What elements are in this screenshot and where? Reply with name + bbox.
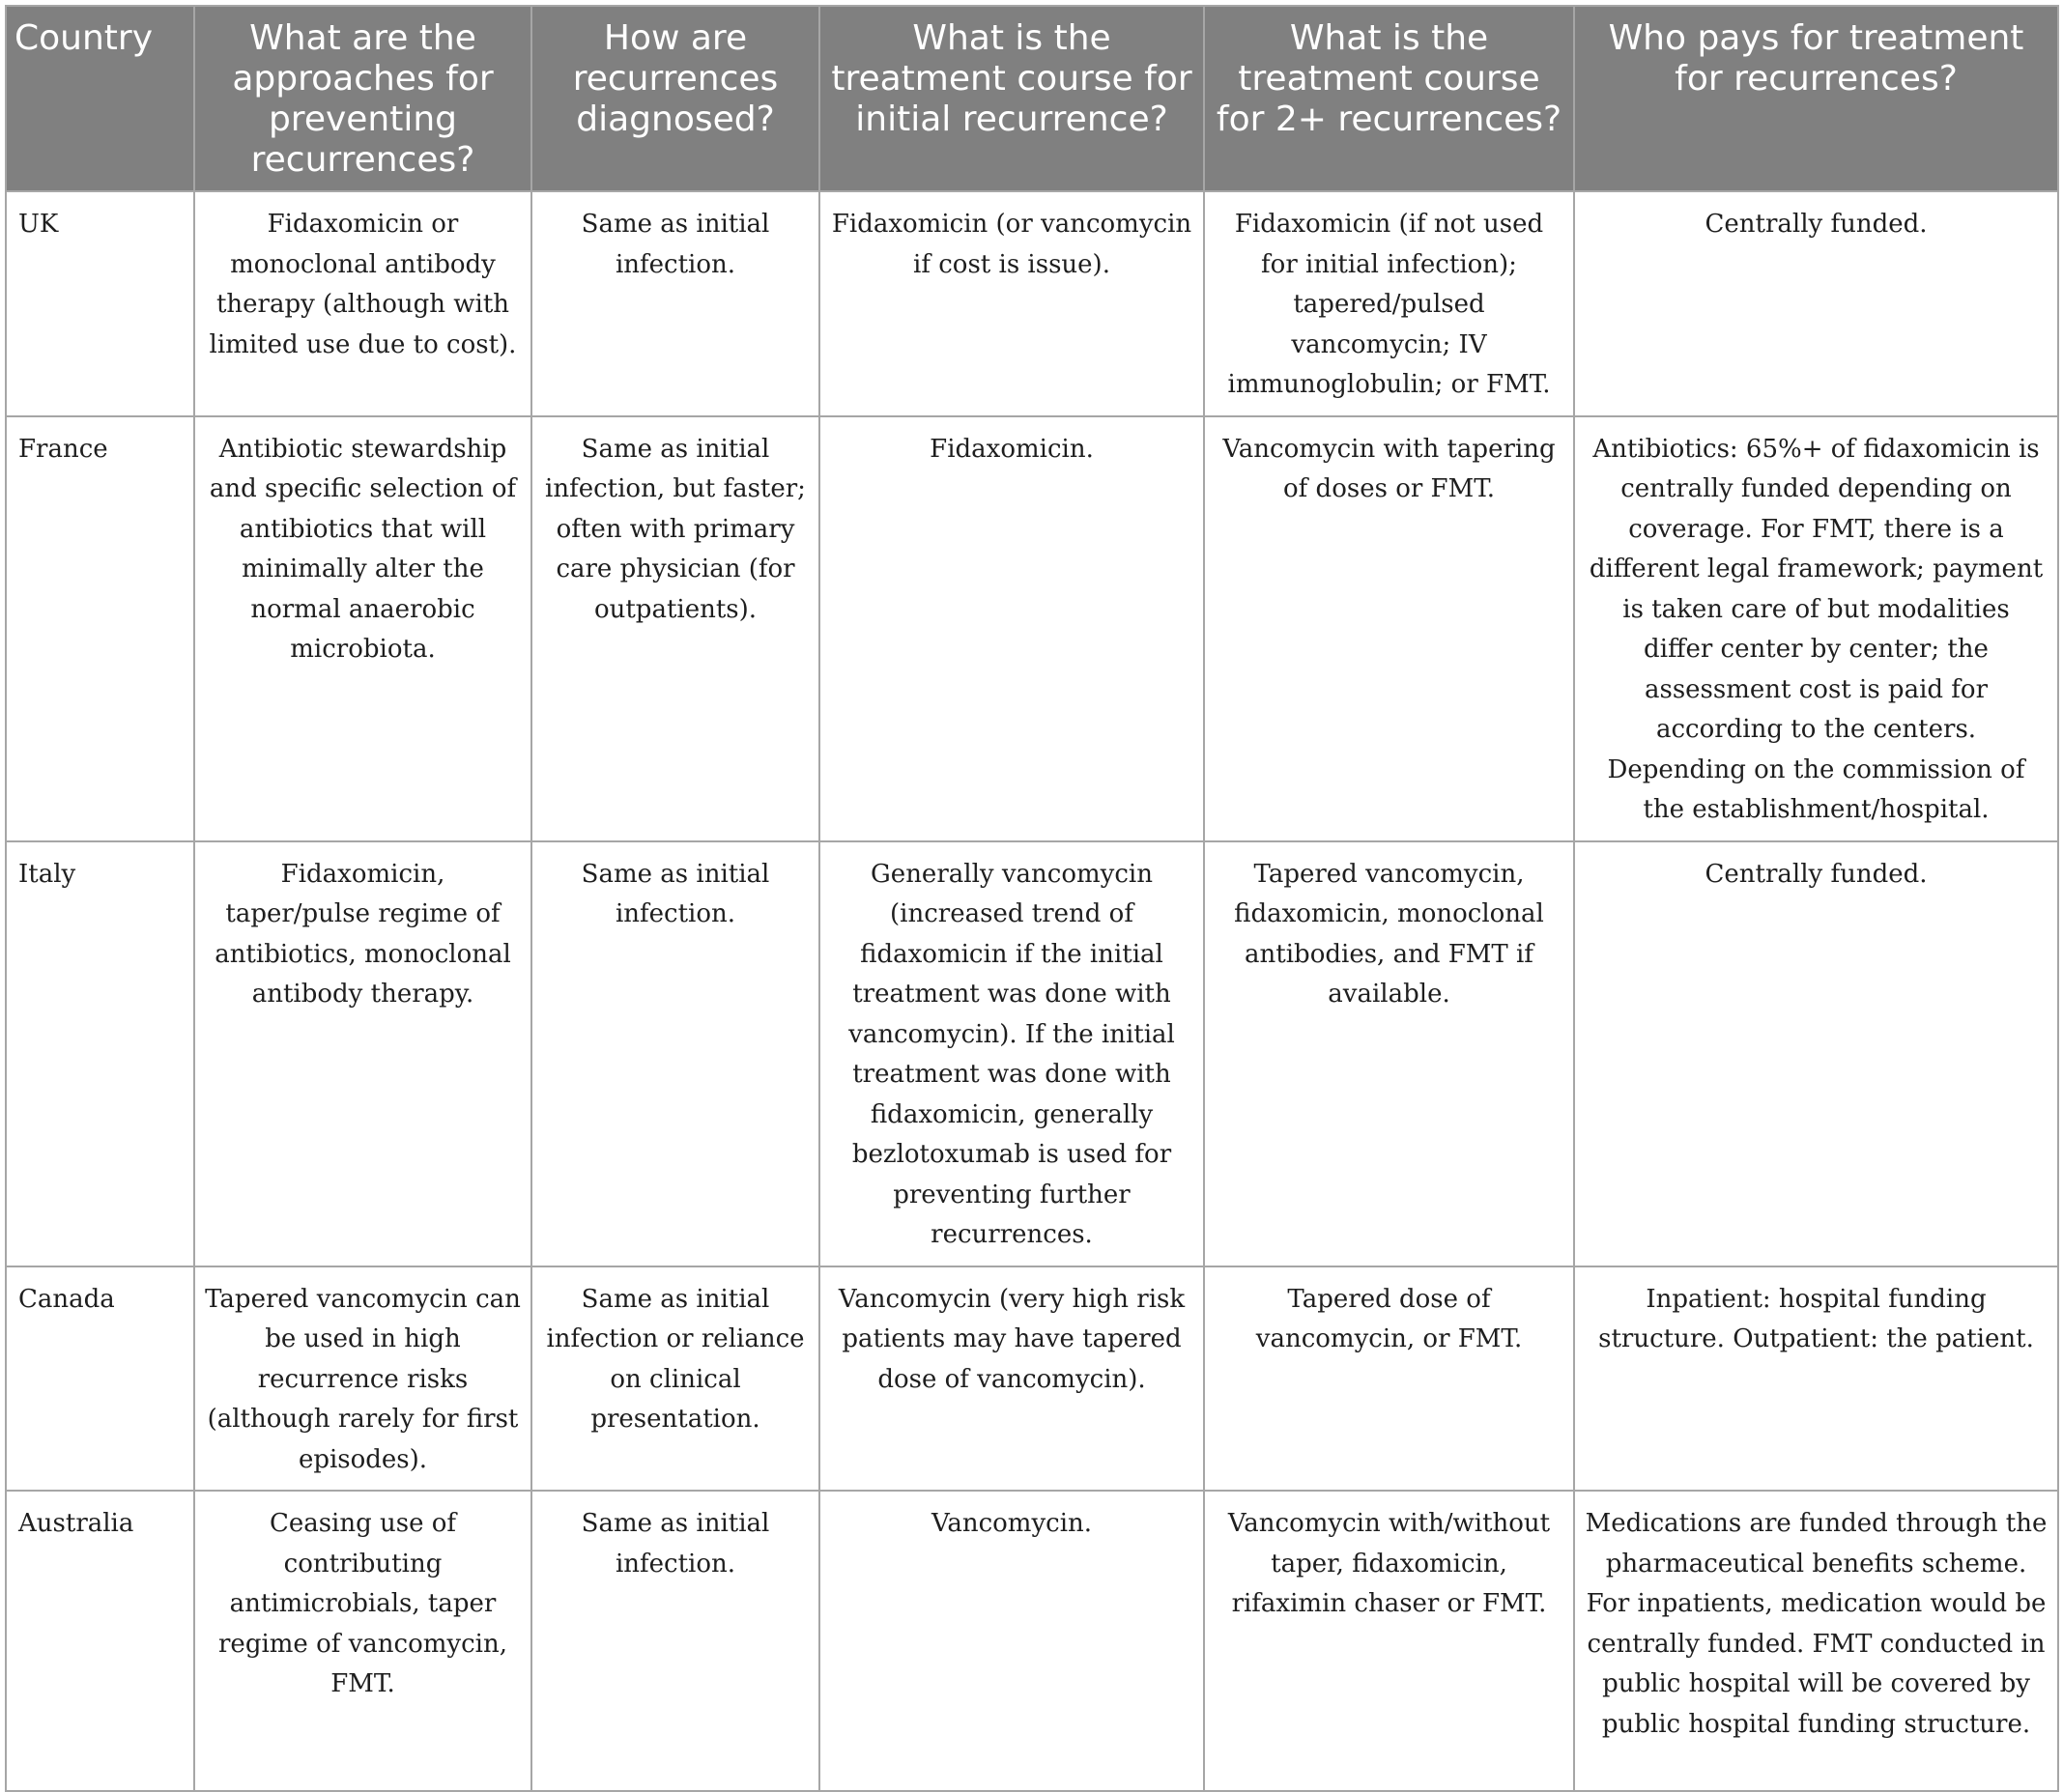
payer-line: Medications are funded through the pharmaceutical benefits scheme. For inpatients, medication would be centrally funded. <box>1585 1509 2048 1659</box>
table-row <box>6 1491 2058 1791</box>
payer-cell <box>1574 416 2058 841</box>
recurrence-table-container <box>5 5 2057 1792</box>
prevention-cell: Fidaxomicin or monoclonal antibody therapy (although with limited use due to cost). <box>194 191 531 416</box>
header-diagnosis: How are recurrences diagnosed? <box>531 6 819 191</box>
multiple-treatment-cell: Tapered vancomycin, fidaxomicin, monoclonal antibodies, and FMT if available. <box>1204 841 1574 1266</box>
country-cell: France <box>6 416 194 841</box>
table-row <box>6 191 2058 416</box>
payer-cell <box>1574 1491 2058 1791</box>
payer-line: Inpatient: hospital funding structure. <box>1598 1284 1987 1353</box>
prevention-cell: Antibiotic stewardship and specific selection of antibiotics that will minimally alter the normal anaerobic microbiota. <box>194 416 531 841</box>
prevention-cell: Tapered vancomycin can be used in high recurrence risks (although rarely for first episodes). <box>194 1266 531 1492</box>
header-initial-treatment: What is the treatment course for initial recurrence? <box>819 6 1204 191</box>
diagnosis-cell: Same as initial infection. <box>531 191 819 416</box>
header-multiple-treatment: What is the treatment course for 2+ recurrences? <box>1204 6 1574 191</box>
header-row <box>6 6 2058 191</box>
table-row <box>6 1266 2058 1492</box>
table-body <box>6 191 2058 1791</box>
header-payer: Who pays for treatment for recurrences? <box>1574 6 2058 191</box>
initial-treatment-cell: Generally vancomycin (increased trend of fidaxomicin if the initial treatment was done with vancomycin). If the initial treatment was done with fidaxomicin, generally bezlotoxumab is used for preventing further recurrences. <box>819 841 1204 1266</box>
payer-cell <box>1574 191 2058 416</box>
multiple-treatment-cell: Vancomycin with tapering of doses or FMT. <box>1204 416 1574 841</box>
diagnosis-cell: Same as initial infection. <box>531 841 819 1266</box>
multiple-treatment-cell: Vancomycin with/without taper, fidaxomicin, rifaximin chaser or FMT. <box>1204 1491 1574 1791</box>
diagnosis-cell: Same as initial infection. <box>531 1491 819 1791</box>
recurrence-comparison-table <box>5 5 2059 1792</box>
prevention-cell: Ceasing use of contributing antimicrobials, taper regime of vancomycin, FMT. <box>194 1491 531 1791</box>
initial-treatment-cell: Vancomycin. <box>819 1491 1204 1791</box>
header-prevention: What are the approaches for preventing recurrences? <box>194 6 531 191</box>
payer-line: Outpatient: the patient. <box>1733 1324 2034 1353</box>
multiple-treatment-cell: Fidaxomicin (if not used for initial infection); tapered/pulsed vancomycin; IV immunoglobulin; or FMT. <box>1204 191 1574 416</box>
header-country: Country <box>6 6 194 191</box>
table-header <box>6 6 2058 191</box>
table-row <box>6 416 2058 841</box>
prevention-cell: Fidaxomicin, taper/pulse regime of antibiotics, monoclonal antibody therapy. <box>194 841 531 1266</box>
diagnosis-cell: Same as initial infection, but faster; often with primary care physician (for outpatients). <box>531 416 819 841</box>
initial-treatment-cell: Fidaxomicin (or vancomycin if cost is issue). <box>819 191 1204 416</box>
payer-cell <box>1574 841 2058 1266</box>
payer-line: FMT conducted in public hospital will be covered by public hospital funding structure. <box>1601 1629 2046 1739</box>
payer-line: Centrally funded. <box>1705 210 1928 239</box>
payer-cell <box>1574 1266 2058 1492</box>
initial-treatment-cell: Vancomycin (very high risk patients may have tapered dose of vancomycin). <box>819 1266 1204 1492</box>
diagnosis-cell: Same as initial infection or reliance on clinical presentation. <box>531 1266 819 1492</box>
country-cell: Australia <box>6 1491 194 1791</box>
table-row <box>6 841 2058 1266</box>
initial-treatment-cell: Fidaxomicin. <box>819 416 1204 841</box>
country-cell: UK <box>6 191 194 416</box>
payer-line: Centrally funded. <box>1705 859 1928 889</box>
multiple-treatment-cell: Tapered dose of vancomycin, or FMT. <box>1204 1266 1574 1492</box>
country-cell: Italy <box>6 841 194 1266</box>
payer-line: Antibiotics: 65%+ of fidaxomicin is centrally funded depending on coverage. For FMT, there is a different legal framework; payment is taken care of but modalities differ center by center; the assessment cost is paid for according to the centers. Depending on the commission of the establishment/hospital. <box>1589 434 2044 824</box>
country-cell: Canada <box>6 1266 194 1492</box>
